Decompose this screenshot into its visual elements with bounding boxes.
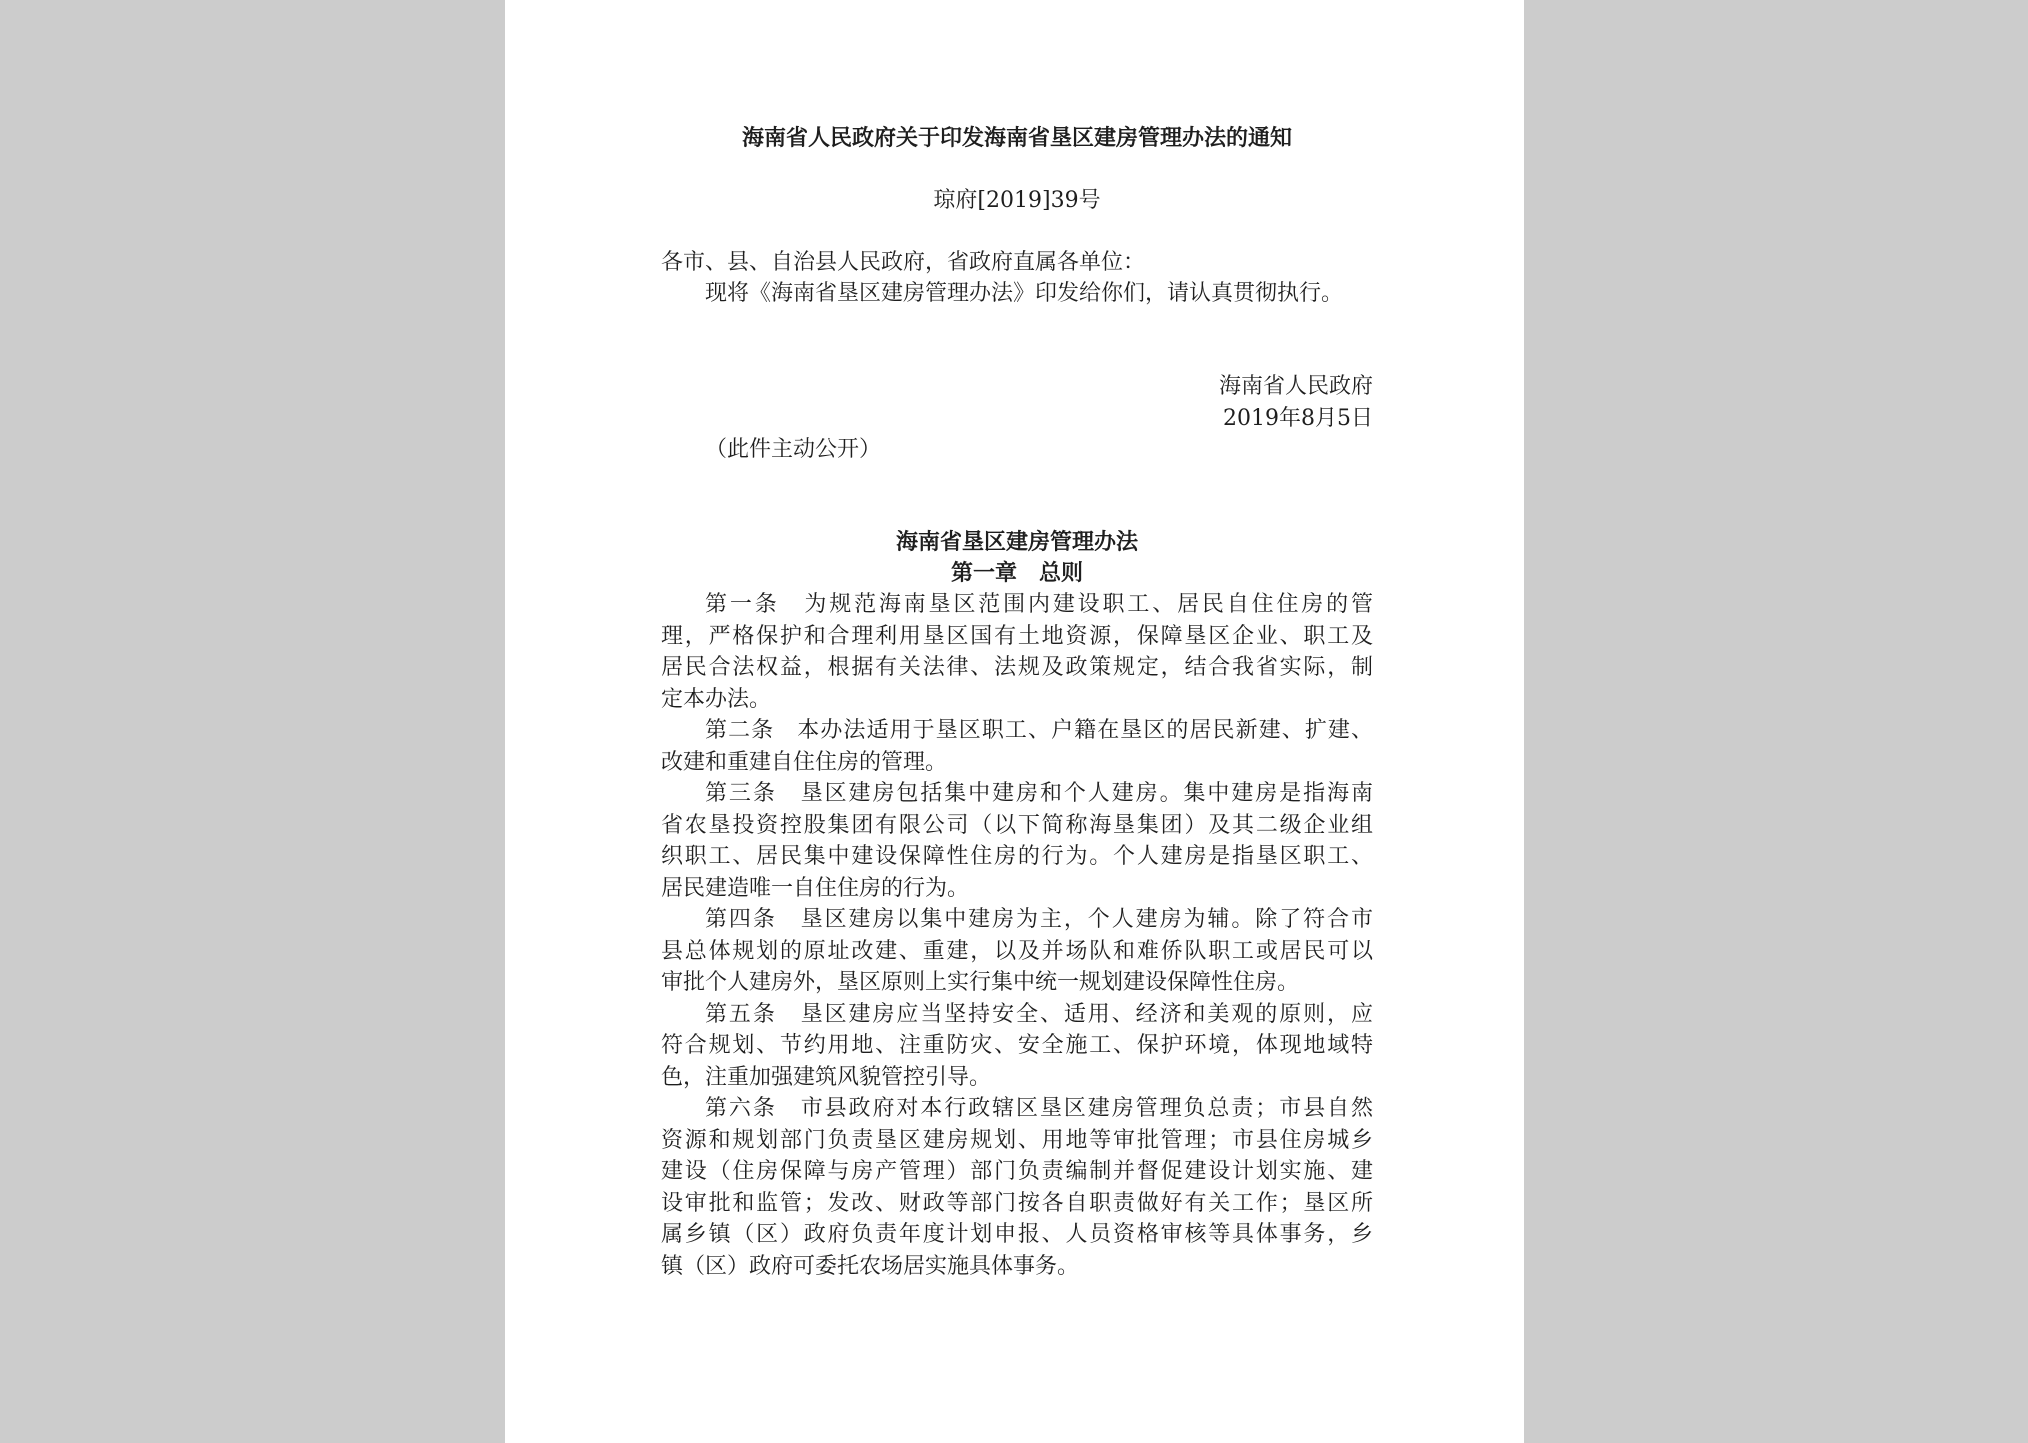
article-line: 县总体规划的原址改建、重建，以及并场队和难侨队职工或居民可以 (661, 938, 1373, 964)
signature-organization: 海南省人民政府 (1218, 374, 1373, 399)
article-line: 第六条 市县政府对本行政辖区垦区建房管理负总责；市县自然 (705, 1096, 1373, 1121)
article-line: 织职工、居民集中建设保障性住房的行为。个人建房是指垦区职工、 (661, 844, 1373, 869)
article-line: 第四条 垦区建房以集中建房为主，个人建房为辅。除了符合市 (705, 907, 1373, 932)
document-page (505, 0, 1524, 1443)
article-line: 居民合法权益，根据有关法律、法规及政策规定，结合我省实际，制 (661, 655, 1373, 680)
article-line: 第一条 为规范海南垦区范围内建设职工、居民自住住房的管 (705, 592, 1373, 617)
article-line: 审批个人建房外，垦区原则上实行集中统一规划建设保障性住房。 (661, 970, 1300, 995)
article-line: 第五条 垦区建房应当坚持安全、适用、经济和美观的原则，应 (705, 1001, 1373, 1027)
signature-date: 2019年8月5日 (1223, 406, 1373, 431)
public-disclosure-note: （此件主动公开） (705, 437, 882, 462)
article-line: 定本办法。 (661, 686, 772, 712)
recipients-line: 各市、县、自治县人民政府，省政府直属各单位： (661, 250, 1146, 275)
article-line: 属乡镇（区）政府负责年度计划申报、人员资格审核等具体事务，乡 (661, 1222, 1373, 1247)
article-5 (661, 999, 1373, 1094)
article-line: 第三条 垦区建房包括集中建房和个人建房。集中建房是指海南 (705, 781, 1373, 806)
article-line: 镇（区）政府可委托农场居实施具体事务。 (661, 1253, 1080, 1279)
article-1 (661, 589, 1373, 715)
article-line: 改建和重建自住住房的管理。 (661, 749, 948, 775)
document-number: 琼府[2019]39号 (933, 188, 1101, 213)
measures-title: 海南省垦区建房管理办法 (895, 529, 1138, 555)
article-line: 符合规划、节约用地、注重防灾、安全施工、保护环境，体现地域特 (661, 1033, 1373, 1058)
article-line: 居民建造唯一自住住房的行为。 (661, 875, 970, 901)
chapter-title: 第一章 总则 (950, 560, 1083, 586)
article-line: 理，严格保护和合理利用垦区国有土地资源，保障垦区企业、职工及 (661, 623, 1373, 649)
notice-body: 现将《海南省垦区建房管理办法》印发给你们，请认真贯彻执行。 (705, 281, 1344, 306)
article-6 (661, 1093, 1373, 1282)
article-line: 设审批和监管；发改、财政等部门按各自职责做好有关工作；垦区所 (661, 1190, 1373, 1216)
article-line: 建设（住房保障与房产管理）部门负责编制并督促建设计划实施、建 (661, 1159, 1373, 1184)
article-line: 省农垦投资控股集团有限公司（以下简称海垦集团）及其二级企业组 (661, 812, 1373, 838)
article-3 (661, 778, 1373, 904)
article-4 (661, 904, 1373, 999)
article-line: 第二条 本办法适用于垦区职工、户籍在垦区的居民新建、扩建、 (705, 718, 1373, 743)
article-2 (661, 715, 1373, 778)
article-line: 色，注重加强建筑风貌管控引导。 (661, 1064, 992, 1090)
article-line: 资源和规划部门负责垦区建房规划、用地等审批管理；市县住房城乡 (661, 1127, 1373, 1153)
notice-title: 海南省人民政府关于印发海南省垦区建房管理办法的通知 (741, 125, 1292, 151)
articles-list (661, 589, 1373, 1282)
